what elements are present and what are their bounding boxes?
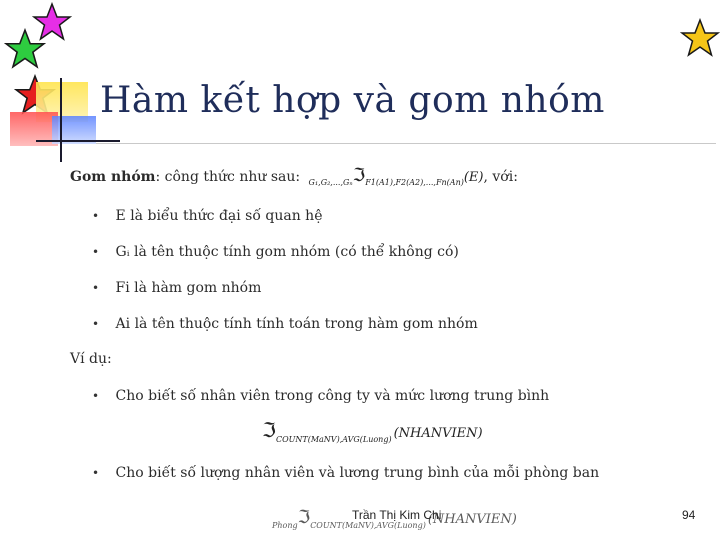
bullet-text: E là biểu thức đại số quan hệ bbox=[115, 208, 323, 224]
intro-formula-operator: ℑ bbox=[352, 165, 366, 186]
bullet-dot: • bbox=[92, 389, 100, 403]
bullet-text: Gᵢ là tên thuộc tính gom nhóm (có thể không có) bbox=[115, 244, 459, 260]
intro-tail: , với: bbox=[483, 169, 518, 185]
intro-formula-functions: F1(A1),F2(A2),...,Fn(An) bbox=[365, 178, 464, 187]
example2-formula-functions: COUNT(MaNV),AVG(Luong) bbox=[310, 521, 426, 530]
example-text: Cho biết số nhân viên trong công ty và mức lương trung bình bbox=[115, 388, 550, 404]
intro-formula-argument: (E) bbox=[463, 170, 484, 185]
star-icon-yellow bbox=[680, 18, 720, 58]
example-item bbox=[92, 388, 549, 404]
bullet-item bbox=[92, 280, 261, 296]
example1-formula-operator: ℑ bbox=[262, 418, 276, 442]
example-text: Cho biết số lượng nhân viên và lương trung bình của mỗi phòng ban bbox=[115, 465, 600, 481]
bullet-item bbox=[92, 244, 459, 260]
example2-formula-groupby: Phong bbox=[272, 521, 298, 530]
bullet-dot: • bbox=[92, 245, 100, 259]
example-label: Ví dụ: bbox=[70, 351, 112, 367]
bullet-text: Fi là hàm gom nhóm bbox=[115, 280, 262, 296]
bullet-item bbox=[92, 208, 322, 224]
example1-formula-functions: COUNT(MaNV),AVG(Luong) bbox=[275, 435, 392, 444]
title-deco-horizontal-line bbox=[36, 140, 120, 142]
intro-formula bbox=[308, 165, 484, 187]
star-icon-green bbox=[4, 28, 46, 70]
intro-line bbox=[70, 165, 518, 186]
bullet-item bbox=[92, 316, 478, 332]
bullet-dot: • bbox=[92, 281, 100, 295]
example1-formula-argument: (NHANVIEN) bbox=[393, 426, 483, 441]
example2-formula-argument: (NHANVIEN) bbox=[427, 512, 517, 527]
title-underline-rule bbox=[96, 143, 716, 144]
example2-formula-operator: ℑ bbox=[297, 507, 311, 528]
page-number: 94 bbox=[682, 508, 696, 522]
bullet-dot: • bbox=[92, 209, 100, 223]
bullet-text: Ai là tên thuộc tính tính toán trong hàm gom nhóm bbox=[115, 316, 478, 332]
intro-lead: Gom nhóm bbox=[70, 169, 156, 185]
intro-rest: : công thức như sau: bbox=[155, 169, 301, 185]
title-deco-vertical-line bbox=[60, 78, 62, 162]
bullet-dot: • bbox=[92, 317, 100, 331]
footer-author: Trần Thị Kim Chi bbox=[352, 508, 442, 522]
slide-title: Hàm kết hợp và gom nhóm bbox=[100, 80, 605, 121]
intro-formula-groupby: G₁,G₂,...,Gₙ bbox=[308, 178, 353, 187]
example1-formula bbox=[262, 418, 483, 442]
example-item bbox=[92, 465, 599, 481]
bullet-dot: • bbox=[92, 466, 100, 480]
